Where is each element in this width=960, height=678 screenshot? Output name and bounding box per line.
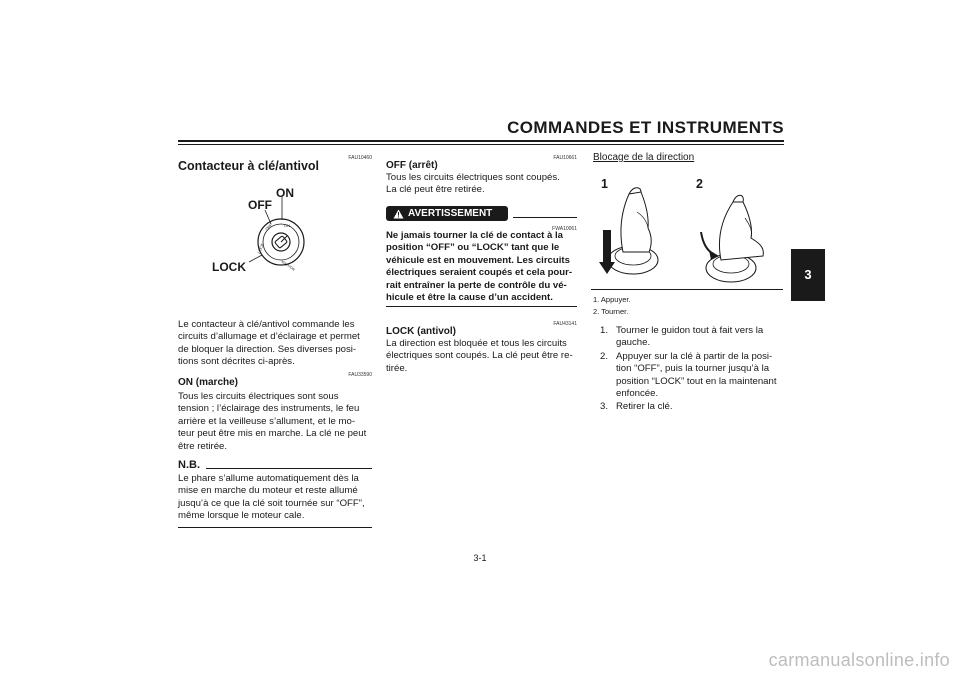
text-line: circuits d’allumage et d’éclairage et permet bbox=[178, 331, 360, 343]
warning-text bbox=[386, 230, 577, 304]
text-line: teur peut être mis en marche. La clé ne peut bbox=[178, 428, 367, 440]
nb-label: N.B. bbox=[178, 459, 200, 471]
nb-text bbox=[178, 473, 372, 523]
ref-code: FAU10460 bbox=[348, 155, 372, 161]
text-line: tirée. bbox=[386, 362, 408, 374]
lock-title: LOCK (antivol) bbox=[386, 326, 456, 337]
text-line: position “OFF” ou “LOCK” tant que le bbox=[386, 242, 560, 254]
text-line: gauche. bbox=[616, 337, 651, 349]
steering-lock-figure bbox=[593, 172, 783, 292]
off-description bbox=[386, 172, 577, 197]
label-off: OFF bbox=[248, 198, 272, 212]
text-line: Retirer la clé. bbox=[616, 401, 673, 412]
text-line: jusqu’à ce que la clé soit tournée sur “OFF”, bbox=[178, 497, 365, 509]
section-title-ignition: Contacteur à clé/antivol bbox=[178, 159, 320, 173]
text-line: être retirée. bbox=[178, 440, 228, 452]
ring-text-off: OFF bbox=[264, 222, 274, 232]
ring-text-on: ON bbox=[284, 223, 290, 228]
text-line: tension ; l’éclairage des instruments, le feu bbox=[178, 403, 360, 415]
section-title-steering-lock: Blocage de la direction bbox=[593, 152, 695, 163]
ref-code: FAU33590 bbox=[348, 372, 372, 378]
text-line: Tous les circuits électriques sont sous bbox=[178, 391, 339, 402]
on-description bbox=[178, 391, 372, 453]
label-lock: LOCK bbox=[212, 260, 246, 274]
nb-bottom-rule bbox=[178, 527, 372, 528]
text-line: La clé peut être retirée. bbox=[386, 184, 485, 196]
list-item bbox=[600, 351, 784, 401]
text-line: Le contacteur à clé/antivol commande les bbox=[178, 319, 355, 330]
header-rule-thick bbox=[178, 140, 784, 142]
list-item bbox=[600, 325, 784, 351]
step-number: 1. bbox=[600, 325, 609, 336]
text-line: La direction est bloquée et tous les circuits bbox=[386, 338, 567, 349]
ref-code: FAU43141 bbox=[553, 321, 577, 327]
step-number: 3. bbox=[600, 401, 609, 412]
warning-rule bbox=[513, 217, 577, 218]
text-line: Appuyer sur la clé à partir de la posi- bbox=[616, 351, 773, 362]
nb-rule bbox=[206, 468, 372, 469]
ref-code: FAU10661 bbox=[553, 155, 577, 161]
list-item bbox=[600, 401, 784, 415]
text-line: position “LOCK” tout en la maintenant bbox=[616, 375, 777, 387]
text-line: Tourner le guidon tout à fait vers la bbox=[616, 325, 764, 336]
intro-paragraph bbox=[178, 319, 372, 369]
text-line: mise en marche du moteur et reste allumé bbox=[178, 485, 358, 497]
text-line: véhicule est en mouvement. Les circuits bbox=[386, 254, 570, 266]
figure-legend-rule bbox=[591, 289, 783, 290]
text-line: Ne jamais tourner la clé de contact à la bbox=[386, 230, 564, 241]
step-number: 2. bbox=[600, 351, 609, 362]
text-line: de bloquer la direction. Ses diverses posi- bbox=[178, 343, 357, 355]
text-line: électriques seraient coupés et cela pour- bbox=[386, 267, 573, 279]
ref-code: FWA10061 bbox=[552, 226, 577, 232]
text-line: tion “OFF”, puis la tourner jusqu’à la bbox=[616, 363, 770, 375]
warning-triangle-icon bbox=[393, 209, 404, 219]
ring-text-ignition: IGNITION bbox=[280, 259, 296, 272]
text-line: enfoncée. bbox=[616, 388, 659, 400]
warning-badge bbox=[386, 206, 508, 221]
legend-item: 2. Tourner. bbox=[593, 307, 629, 316]
text-line: électriques sont coupés. La clé peut être re- bbox=[386, 350, 573, 362]
label-on: ON bbox=[276, 186, 294, 200]
warning-label: AVERTISSEMENT bbox=[408, 208, 493, 219]
steering-lock-drawing bbox=[593, 172, 783, 292]
text-line: arrière et la veilleuse s’allument, et le mo- bbox=[178, 415, 356, 427]
text-line: tions sont décrites ci-après. bbox=[178, 356, 295, 368]
ring-text-lock: LOCK bbox=[256, 242, 265, 255]
legend-item: 1. Appuyer. bbox=[593, 295, 631, 304]
header-rule-thin bbox=[178, 144, 784, 145]
text-line: Le phare s’allume automatiquement dès la bbox=[178, 473, 359, 484]
lock-description bbox=[386, 338, 577, 375]
on-title: ON (marche) bbox=[178, 377, 239, 388]
watermark: carmanualsonline.info bbox=[768, 650, 950, 670]
figure-number-2: 2 bbox=[696, 177, 703, 191]
text-line: même lorsque le moteur cale. bbox=[178, 510, 305, 522]
off-title: OFF (arrêt) bbox=[386, 160, 438, 171]
figure-legend bbox=[593, 294, 631, 318]
page-title: COMMANDES ET INSTRUMENTS bbox=[507, 118, 784, 137]
text-line: hicule et être la cause d’un accident. bbox=[386, 292, 553, 304]
text-line: Tous les circuits électriques sont coupés. bbox=[386, 172, 560, 183]
text-line: rait entraîner la perte de contrôle du vé- bbox=[386, 279, 567, 291]
page-number: 3-1 bbox=[473, 553, 487, 563]
figure-number-1: 1 bbox=[601, 177, 608, 191]
chapter-tab: 3 bbox=[791, 249, 825, 301]
warning-bottom-rule bbox=[386, 306, 577, 307]
